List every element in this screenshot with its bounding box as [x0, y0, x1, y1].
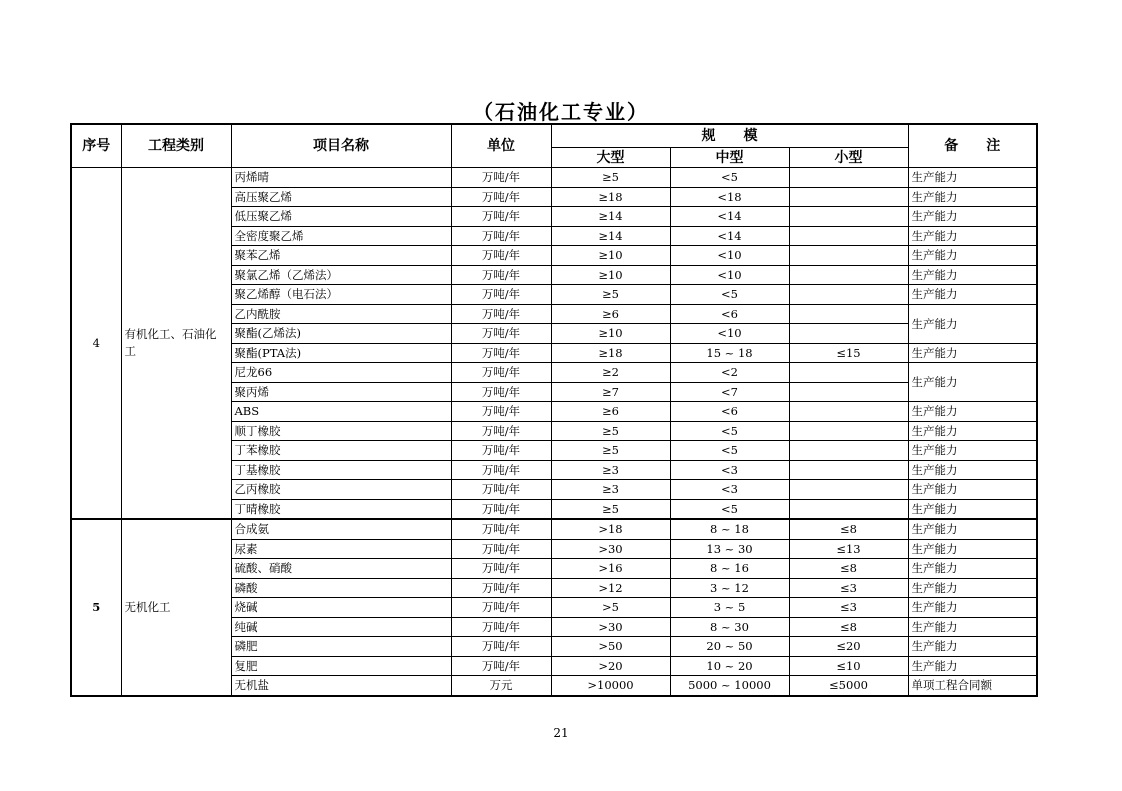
group-seq: 4: [71, 168, 121, 520]
item-large: >50: [551, 637, 670, 657]
item-large: ≥7: [551, 382, 670, 402]
item-medium: <5: [670, 168, 789, 188]
item-remark: 生产能力: [908, 363, 1037, 402]
item-medium: <3: [670, 480, 789, 500]
item-large: >30: [551, 617, 670, 637]
item-unit: 万吨/年: [451, 637, 551, 657]
item-small: [789, 207, 908, 227]
item-large: ≥6: [551, 304, 670, 324]
item-large: >5: [551, 598, 670, 618]
item-remark: 生产能力: [908, 285, 1037, 305]
item-name: 纯碱: [231, 617, 451, 637]
header-seq: 序号: [71, 124, 121, 168]
item-unit: 万吨/年: [451, 499, 551, 519]
item-name: 丁晴橡胶: [231, 499, 451, 519]
item-unit: 万吨/年: [451, 207, 551, 227]
item-medium: <7: [670, 382, 789, 402]
item-name: 复肥: [231, 656, 451, 676]
item-name: 顺丁橡胶: [231, 421, 451, 441]
item-large: >10000: [551, 676, 670, 696]
item-name: 聚酯(乙烯法): [231, 324, 451, 344]
item-medium: 20 ~ 50: [670, 637, 789, 657]
header-large: 大型: [551, 148, 670, 168]
item-unit: 万吨/年: [451, 285, 551, 305]
item-medium: 5000 ~ 10000: [670, 676, 789, 696]
item-name: 尼龙66: [231, 363, 451, 383]
item-remark: 生产能力: [908, 343, 1037, 363]
item-medium: <5: [670, 421, 789, 441]
item-small: ≤20: [789, 637, 908, 657]
item-remark: 生产能力: [908, 539, 1037, 559]
group-category: 无机化工: [121, 519, 231, 696]
item-name: 聚酯(PTA法): [231, 343, 451, 363]
item-unit: 万吨/年: [451, 519, 551, 539]
item-small: [789, 382, 908, 402]
item-remark: 生产能力: [908, 499, 1037, 519]
item-large: ≥5: [551, 285, 670, 305]
item-unit: 万吨/年: [451, 460, 551, 480]
item-unit: 万吨/年: [451, 402, 551, 422]
item-small: [789, 480, 908, 500]
item-remark: 生产能力: [908, 304, 1037, 343]
item-medium: <5: [670, 285, 789, 305]
item-small: [789, 324, 908, 344]
item-large: ≥2: [551, 363, 670, 383]
item-large: >12: [551, 578, 670, 598]
item-large: >18: [551, 519, 670, 539]
item-name: ABS: [231, 402, 451, 422]
item-remark: 生产能力: [908, 519, 1037, 539]
item-name: 丁基橡胶: [231, 460, 451, 480]
header-medium: 中型: [670, 148, 789, 168]
item-large: ≥10: [551, 246, 670, 266]
item-small: [789, 226, 908, 246]
item-small: [789, 363, 908, 383]
item-name: 尿素: [231, 539, 451, 559]
item-name: 乙内酰胺: [231, 304, 451, 324]
item-small: ≤13: [789, 539, 908, 559]
item-medium: <6: [670, 402, 789, 422]
item-medium: 3 ~ 5: [670, 598, 789, 618]
item-remark: 生产能力: [908, 656, 1037, 676]
item-medium: 3 ~ 12: [670, 578, 789, 598]
header-category: 工程类别: [121, 124, 231, 168]
item-name: 无机盐: [231, 676, 451, 696]
page-number: 21: [553, 726, 569, 740]
item-unit: 万吨/年: [451, 539, 551, 559]
item-name: 低压聚乙烯: [231, 207, 451, 227]
item-large: ≥18: [551, 343, 670, 363]
item-large: ≥5: [551, 499, 670, 519]
item-unit: 万吨/年: [451, 363, 551, 383]
item-large: ≥14: [551, 226, 670, 246]
item-large: ≥6: [551, 402, 670, 422]
item-unit: 万吨/年: [451, 304, 551, 324]
item-unit: 万吨/年: [451, 382, 551, 402]
item-unit: 万吨/年: [451, 265, 551, 285]
item-name: 烧碱: [231, 598, 451, 618]
header-name: 项目名称: [231, 124, 451, 168]
item-name: 全密度聚乙烯: [231, 226, 451, 246]
item-remark: 生产能力: [908, 441, 1037, 461]
item-medium: <14: [670, 207, 789, 227]
item-unit: 万吨/年: [451, 441, 551, 461]
table-row: [71, 519, 1037, 539]
item-large: ≥3: [551, 480, 670, 500]
item-remark: 生产能力: [908, 578, 1037, 598]
item-name: 聚氯乙烯（乙烯法）: [231, 265, 451, 285]
item-small: ≤15: [789, 343, 908, 363]
item-name: 丙烯晴: [231, 168, 451, 188]
item-unit: 万吨/年: [451, 421, 551, 441]
item-medium: <18: [670, 187, 789, 207]
item-small: ≤8: [789, 559, 908, 579]
item-medium: 8 ~ 16: [670, 559, 789, 579]
item-large: ≥5: [551, 421, 670, 441]
item-medium: <6: [670, 304, 789, 324]
item-small: ≤3: [789, 598, 908, 618]
group-seq: 5: [71, 519, 121, 696]
item-small: [789, 304, 908, 324]
item-name: 丁苯橡胶: [231, 441, 451, 461]
item-large: ≥14: [551, 207, 670, 227]
item-small: ≤8: [789, 617, 908, 637]
item-medium: 13 ~ 30: [670, 539, 789, 559]
item-remark: 生产能力: [908, 246, 1037, 266]
item-remark: 生产能力: [908, 460, 1037, 480]
item-small: [789, 402, 908, 422]
item-unit: 万吨/年: [451, 598, 551, 618]
item-small: [789, 460, 908, 480]
item-remark: 生产能力: [908, 421, 1037, 441]
item-name: 乙丙橡胶: [231, 480, 451, 500]
item-unit: 万元: [451, 676, 551, 696]
page-title: （石油化工专业）: [473, 100, 649, 124]
item-small: [789, 168, 908, 188]
item-medium: <2: [670, 363, 789, 383]
item-unit: 万吨/年: [451, 559, 551, 579]
item-large: ≥10: [551, 265, 670, 285]
item-remark: 生产能力: [908, 402, 1037, 422]
item-medium: 8 ~ 18: [670, 519, 789, 539]
item-medium: <10: [670, 246, 789, 266]
item-medium: <10: [670, 265, 789, 285]
item-unit: 万吨/年: [451, 168, 551, 188]
item-name: 聚苯乙烯: [231, 246, 451, 266]
item-unit: 万吨/年: [451, 656, 551, 676]
item-medium: <3: [670, 460, 789, 480]
item-unit: 万吨/年: [451, 226, 551, 246]
item-large: >30: [551, 539, 670, 559]
item-name: 磷肥: [231, 637, 451, 657]
item-remark: 生产能力: [908, 598, 1037, 618]
item-large: >16: [551, 559, 670, 579]
item-unit: 万吨/年: [451, 187, 551, 207]
item-small: [789, 246, 908, 266]
item-name: 磷酸: [231, 578, 451, 598]
item-name: 合成氨: [231, 519, 451, 539]
item-medium: <5: [670, 499, 789, 519]
item-unit: 万吨/年: [451, 480, 551, 500]
item-name: 硫酸、硝酸: [231, 559, 451, 579]
item-medium: 8 ~ 30: [670, 617, 789, 637]
item-medium: <14: [670, 226, 789, 246]
item-small: [789, 499, 908, 519]
item-large: ≥18: [551, 187, 670, 207]
item-remark: 生产能力: [908, 168, 1037, 188]
header-remark: 备 注: [908, 124, 1037, 168]
item-remark: 生产能力: [908, 480, 1037, 500]
item-small: [789, 285, 908, 305]
item-small: [789, 441, 908, 461]
item-small: ≤10: [789, 656, 908, 676]
group-category: 有机化工、石油化工: [121, 168, 231, 520]
header-small: 小型: [789, 148, 908, 168]
item-remark: 生产能力: [908, 265, 1037, 285]
item-unit: 万吨/年: [451, 324, 551, 344]
item-name: 聚乙烯醇（电石法）: [231, 285, 451, 305]
item-remark: 生产能力: [908, 226, 1037, 246]
item-large: ≥5: [551, 441, 670, 461]
header-unit: 单位: [451, 124, 551, 168]
item-medium: <10: [670, 324, 789, 344]
item-medium: <5: [670, 441, 789, 461]
item-remark: 单项工程合同额: [908, 676, 1037, 696]
item-name: 高压聚乙烯: [231, 187, 451, 207]
item-unit: 万吨/年: [451, 246, 551, 266]
item-small: [789, 265, 908, 285]
item-large: ≥5: [551, 168, 670, 188]
item-medium: 15 ~ 18: [670, 343, 789, 363]
item-large: ≥3: [551, 460, 670, 480]
item-small: [789, 421, 908, 441]
item-medium: 10 ~ 20: [670, 656, 789, 676]
item-unit: 万吨/年: [451, 617, 551, 637]
item-unit: 万吨/年: [451, 343, 551, 363]
item-remark: 生产能力: [908, 637, 1037, 657]
item-large: >20: [551, 656, 670, 676]
item-remark: 生产能力: [908, 187, 1037, 207]
item-small: ≤3: [789, 578, 908, 598]
header-scale: 规 模: [551, 124, 908, 148]
item-remark: 生产能力: [908, 617, 1037, 637]
item-large: ≥10: [551, 324, 670, 344]
engineering-scale-table: [70, 123, 1038, 697]
item-small: [789, 187, 908, 207]
item-unit: 万吨/年: [451, 578, 551, 598]
item-name: 聚丙烯: [231, 382, 451, 402]
table-row: [71, 168, 1037, 188]
item-remark: 生产能力: [908, 559, 1037, 579]
item-remark: 生产能力: [908, 207, 1037, 227]
item-small: ≤8: [789, 519, 908, 539]
item-small: ≤5000: [789, 676, 908, 696]
